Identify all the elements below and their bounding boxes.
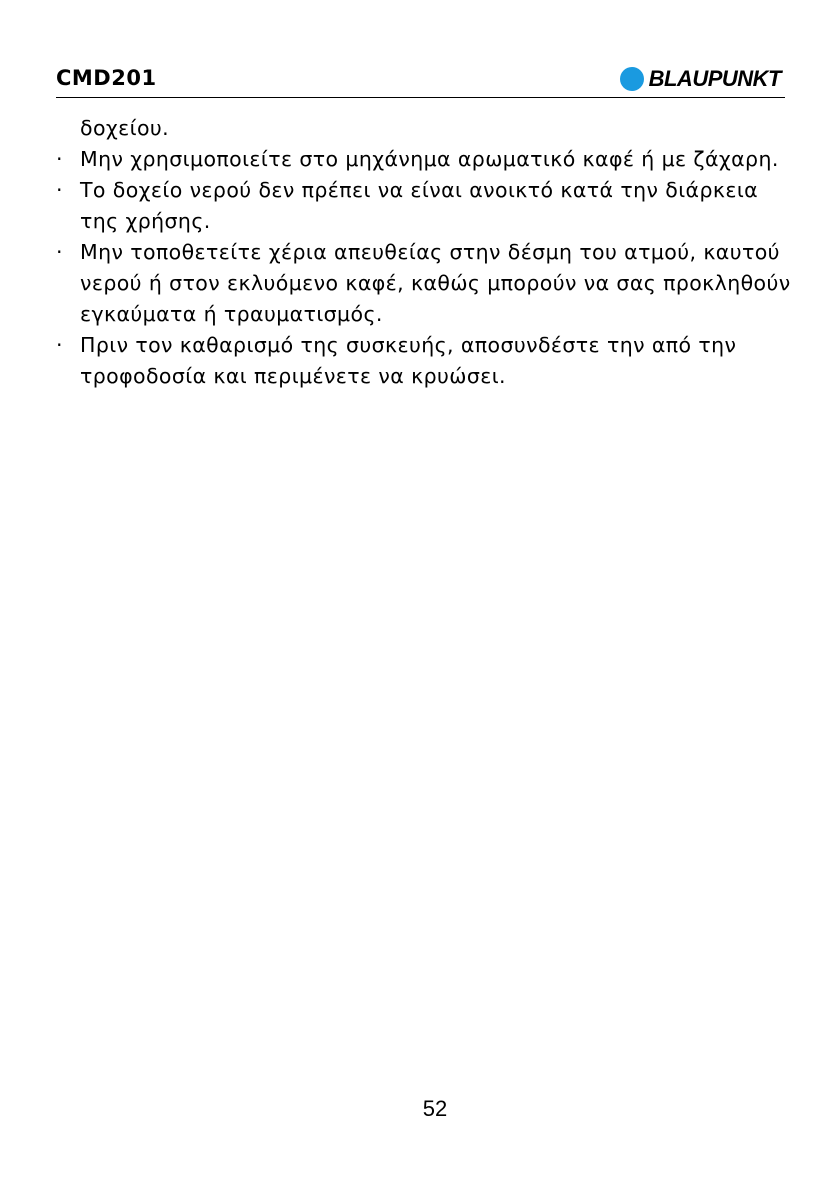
header-divider [56,97,785,98]
brand-logo [620,66,781,92]
document-body [56,113,796,392]
list-item [56,144,796,175]
continuation-text: δοχείου. [80,116,170,140]
page-number: 52 [422,1096,448,1121]
list-item [56,237,796,330]
bullet-icon: · [56,178,63,202]
list-item-text: Το δοχείο νερού δεν πρέπει να είναι ανοικτό κατά την διάρκεια της χρήσης. [80,178,759,233]
bullet-icon: · [56,333,63,357]
brand-name: BLAUPUNKT [648,66,781,91]
list-item-text: Μην τοποθετείτε χέρια απευθείας στην δέσμη του ατμού, καυτού νερού ή στον εκλυόμενο καφέ, καθώς μπορούν να σας προκληθούν εγκαύματα ή τραυματισμός. [80,240,791,326]
brand-dot-icon [620,67,644,91]
model-name: CMD201 [56,66,157,90]
list-item-text: Πριν τον καθαρισμό της συσκευής, αποσυνδέστε την από την τροφοδοσία και περιμένετε να κρυώσει. [80,333,737,388]
list-item [56,330,796,392]
bullet-icon: · [56,240,63,264]
page-header [56,64,785,96]
bullet-icon: · [56,147,63,171]
list-item-text: Μην χρησιμοποιείτε στο μηχάνημα αρωματικό καφέ ή με ζάχαρη. [80,147,779,171]
list-item [56,175,796,237]
